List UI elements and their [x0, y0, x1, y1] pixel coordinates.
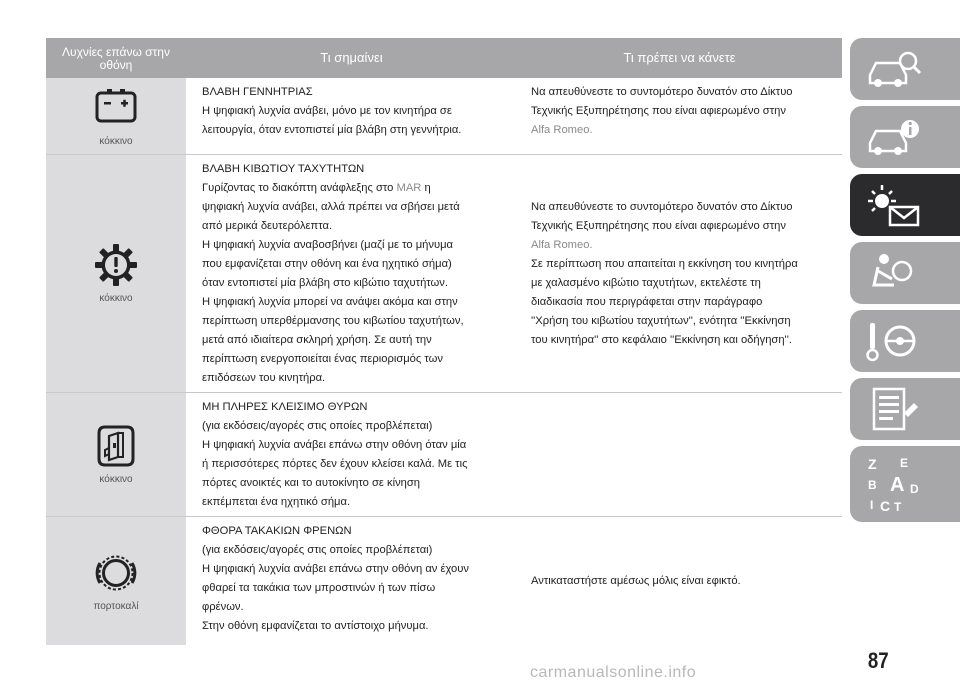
- svg-text:T: T: [894, 500, 902, 514]
- table-row: [46, 393, 842, 517]
- meaning-mar-line: Γυρίζοντας το διακόπτη ανάφλεξης στο MAR η: [202, 182, 431, 194]
- light-color: πορτοκαλί: [93, 600, 139, 612]
- tab-car-inspect[interactable]: [850, 38, 960, 100]
- action-cell: Να απευθύνεστε το συντομότερο δυνατόν στο Δίκτυο Τεχνικής Εξυπηρέτησης που είναι αφιερωμένο στην Alfa Romeo.: [531, 86, 793, 136]
- svg-text:A: A: [890, 474, 905, 496]
- icon-cell: [46, 517, 186, 645]
- svg-text:D: D: [910, 482, 919, 496]
- warning-light-envelope-icon: [864, 181, 924, 229]
- table-row: [46, 78, 842, 155]
- icon-cell: [46, 155, 186, 392]
- svg-text:B: B: [868, 478, 877, 492]
- car-inspect-icon: [864, 45, 924, 93]
- action-cell: [517, 393, 842, 516]
- brake-pad-wear-icon: [94, 551, 138, 595]
- tab-steering-tools[interactable]: [850, 310, 960, 372]
- meaning-cell: ΦΘΟΡΑ ΤΑΚΑΚΙΩΝ ΦΡΕΝΩΝ (για εκδόσεις/αγορές στις οποίες προβλέπεται) Η ψηφιακή λυχνία ανάβει επάνω στην οθόνη αν έχουν φθαρεί τα τακάκια των μπροστινών ή των πίσω φρένων. Στην οθόνη εμφανίζεται το αντίστοιχο μήνυμα.: [202, 525, 469, 632]
- header-lights: Λυχνίες επάνω στην οθόνη: [62, 45, 170, 72]
- action-cell: Να απευθύνεστε το συντομότερο δυνατόν στο Δίκτυο Τεχνικής Εξυπηρέτησης που είναι αφιερωμένο στην Alfa Romeo. Σε περίπτωση που απαιτείται η εκκίνηση του κινητήρα με χαλασμένο κιβώτιο ταχυτήτων, εκτελέστε τη διαδικασία που περιγράφεται στην παράγραφο ''Χρήση του κιβωτίου ταχυτήτων'', ενότητα ''Εκκίνηση του κινητήρα'' στο κεφάλαιο ''Εκκίνηση και οδήγηση''.: [531, 200, 798, 346]
- light-color: κόκκινο: [99, 135, 133, 147]
- icon-cell: [46, 78, 186, 154]
- light-color: κόκκινο: [99, 474, 133, 485]
- tab-alphabetical-index[interactable]: [850, 446, 960, 522]
- light-color: κόκκινο: [99, 293, 133, 304]
- list-document-icon: [864, 385, 924, 433]
- tab-airbag-seat[interactable]: [850, 242, 960, 304]
- door-open-icon: [94, 424, 138, 468]
- watermark: carmanualsonline.info: [530, 664, 697, 681]
- action-cell: Αντικαταστήστε αμέσως μόλις είναι εφικτό.: [531, 574, 741, 587]
- svg-text:C: C: [880, 498, 891, 514]
- meaning-cell: ΜΗ ΠΛΗΡΕΣ ΚΛΕΙΣΙΜΟ ΘΥΡΩΝ (για εκδόσεις/αγορές στις οποίες προβλέπεται) Η ψηφιακή λυχνία ανάβει επάνω στην οθόνη όταν μία ή περισσότερες πόρτες δεν έχουν κλείσει καλά. Με τις πόρτες ανοικτές και το αυτοκίνητο σε κίνηση εκπέμπεται ένα ηχητικό σήμα.: [202, 401, 468, 508]
- svg-text:E: E: [900, 456, 909, 470]
- header-meaning: Τι σημαίνει: [320, 50, 383, 65]
- tab-warning-lights[interactable]: [850, 174, 960, 236]
- airbag-seat-icon: [864, 249, 924, 297]
- table-row: [46, 155, 842, 393]
- meaning-cell: ΒΛΑΒΗ ΚΙΒΩΤΙΟΥ ΤΑΧΥΤΗΤΩΝ Γυρίζοντας το διακόπτη ανάφλεξης στο MAR η ψηφιακή λυχνία ανάβει, αλλά πρέπει να σβήσει μετά από μερικά δευτερόλεπτα. Η ψηφιακή λυχνία αναβοσβήνει (μαζί με το μήνυμα που εμφανίζεται στην οθόνη και ένα ηχητικό σήμα) όταν εντοπιστεί μία βλάβη στο κιβώτιο ταχυτήτων. Η ψηφιακή λυχνία μπορεί να ανάψει ακόμα και στην περίπτωση υπερθέρμανσης του κιβωτίου ταχυτήτων, μετά από ιδιαίτερα σκληρή χρήση. Σε αυτή την περίπτωση ενεργοποιείται ένας περιορισμός των επιδόσεων του κινητήρα.: [188, 155, 515, 392]
- gearbox-warning-icon: [94, 243, 138, 287]
- tab-documents[interactable]: [850, 378, 960, 440]
- svg-text:Z: Z: [868, 456, 877, 472]
- table-header: [46, 38, 842, 78]
- table-row: [46, 517, 842, 645]
- tab-car-info[interactable]: [850, 106, 960, 168]
- alphabet-index-icon: [864, 453, 924, 515]
- icon-cell: [46, 393, 186, 516]
- svg-text:I: I: [870, 498, 874, 512]
- header-action: Τι πρέπει να κάνετε: [623, 50, 736, 65]
- warning-lights-table: [46, 38, 842, 645]
- page-number: 87: [867, 648, 889, 673]
- car-info-icon: [864, 113, 924, 161]
- steering-tools-icon: [864, 317, 924, 365]
- meaning-cell: ΒΛΑΒΗ ΓΕΝΝΗΤΡΙΑΣ Η ψηφιακή λυχνία ανάβει, μόνο με τον κινητήρα σε λειτουργία, όταν εντοπιστεί μία βλάβη στη γεννήτρια.: [202, 86, 462, 136]
- battery-icon: [94, 86, 138, 130]
